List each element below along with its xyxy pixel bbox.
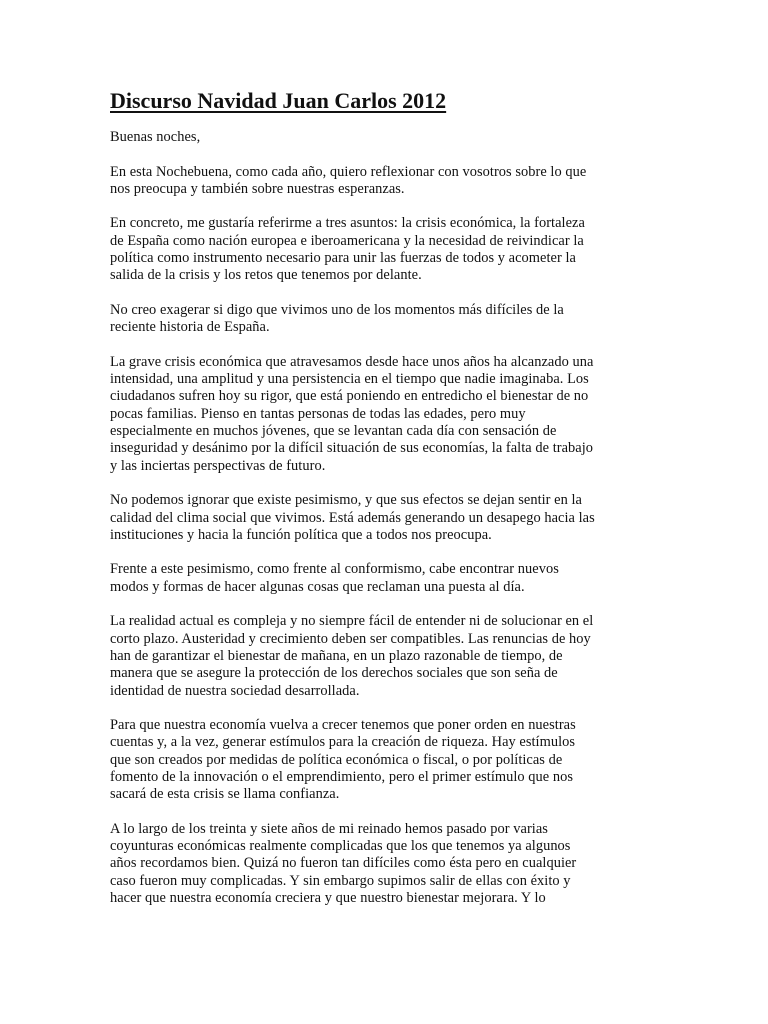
paragraph [110,354,658,475]
paragraph [110,164,658,199]
text-line: modos y formas de hacer algunas cosas que reclaman una puesta al día. [110,578,525,595]
paragraph [110,129,658,146]
text-line: caso fueron muy complicadas. Y sin embargo supimos salir de ellas con éxito y [110,872,571,889]
text-line: sacará de esta crisis se llama confianza. [110,786,340,803]
text-line: calidad del clima social que vivimos. Está además generando un desapego hacia las [110,509,595,526]
text-line: especialmente en muchos jóvenes, que se levantan cada día con sensación de [110,423,557,440]
paragraph [110,302,658,337]
document-body [110,88,658,925]
text-line: identidad de nuestra sociedad desarrollada. [110,682,360,699]
paragraph [110,561,658,596]
text-line: nos preocupa y también sobre nuestras esperanzas. [110,180,405,197]
text-line: pocas familias. Pienso en tantas personas de todas las edades, pero muy [110,405,526,422]
text-line: No podemos ignorar que existe pesimismo, y que sus efectos se dejan sentir en la [110,492,582,509]
text-line: En concreto, me gustaría referirme a tres asuntos: la crisis económica, la fortaleza [110,215,585,232]
text-line: fomento de la innovación o el emprendimiento, pero el primer estímulo que nos [110,768,574,785]
text-line: salida de la crisis y los retos que tenemos por delante. [110,267,422,284]
text-line: Buenas noches, [110,129,201,145]
text-line: Para que nuestra economía vuelva a crecer tenemos que poner orden en nuestras [110,717,576,734]
text-line: de España como nación europea e iberoamericana y la necesidad de reivindicar la [110,232,584,249]
paragraph [110,613,658,699]
text-line: años recordamos bien. Quizá no fueron tan difíciles como ésta pero en cualquier [110,855,577,872]
paragraph [110,717,658,803]
text-line: En esta Nochebuena, como cada año, quiero reflexionar con vosotros sobre lo que [110,163,587,180]
text-line: política como instrumento necesario para unir las fuerzas de todos y acometer la [110,250,576,267]
text-line: La grave crisis económica que atravesamos desde hace unos años ha alcanzado una [110,353,594,370]
paragraph [110,215,658,284]
paragraph-list [110,129,658,907]
text-line: ciudadanos sufren hoy su rigor, que está poniendo en entredicho el bienestar de no [110,388,589,405]
paragraph [110,821,658,907]
text-line: Frente a este pesimismo, como frente al conformismo, cabe encontrar nuevos [110,561,559,578]
text-line: La realidad actual es compleja y no siempre fácil de entender ni de solucionar en el [110,613,594,630]
text-line: coyunturas económicas realmente complicadas que los que tenemos ya algunos [110,838,571,855]
text-line: hacer que nuestra economía creciera y que nuestro bienestar mejorara. Y lo [110,890,546,907]
text-line: y las inciertas perspectivas de futuro. [110,457,326,474]
text-line: intensidad, una amplitud y una persistencia en el tiempo que nadie imaginaba. Los [110,371,589,388]
paragraph [110,492,658,544]
text-line: que son creados por medidas de política económica o fiscal, o por políticas de [110,751,563,768]
text-line: A lo largo de los treinta y siete años de mi reinado hemos pasado por varias [110,820,548,837]
text-line: cuentas y, a la vez, generar estímulos para la creación de riqueza. Hay estímulos [110,734,576,751]
text-line: han de garantizar el bienestar de mañana, en un plazo razonable de tiempo, de [110,647,563,664]
text-line: instituciones y hacia la función política que a todos nos preocupa. [110,526,492,543]
document-title: Discurso Navidad Juan Carlos 2012 [110,88,447,113]
text-line: corto plazo. Austeridad y crecimiento deben ser compatibles. Las renuncias de hoy [110,630,591,647]
text-line: inseguridad y desánimo por la difícil situación de sus economías, la falta de trabajo [110,440,593,457]
text-line: reciente historia de España. [110,319,270,336]
text-line: No creo exagerar si digo que vivimos uno de los momentos más difíciles de la [110,301,564,318]
text-line: manera que se asegure la protección de los derechos sociales que son seña de [110,665,558,682]
